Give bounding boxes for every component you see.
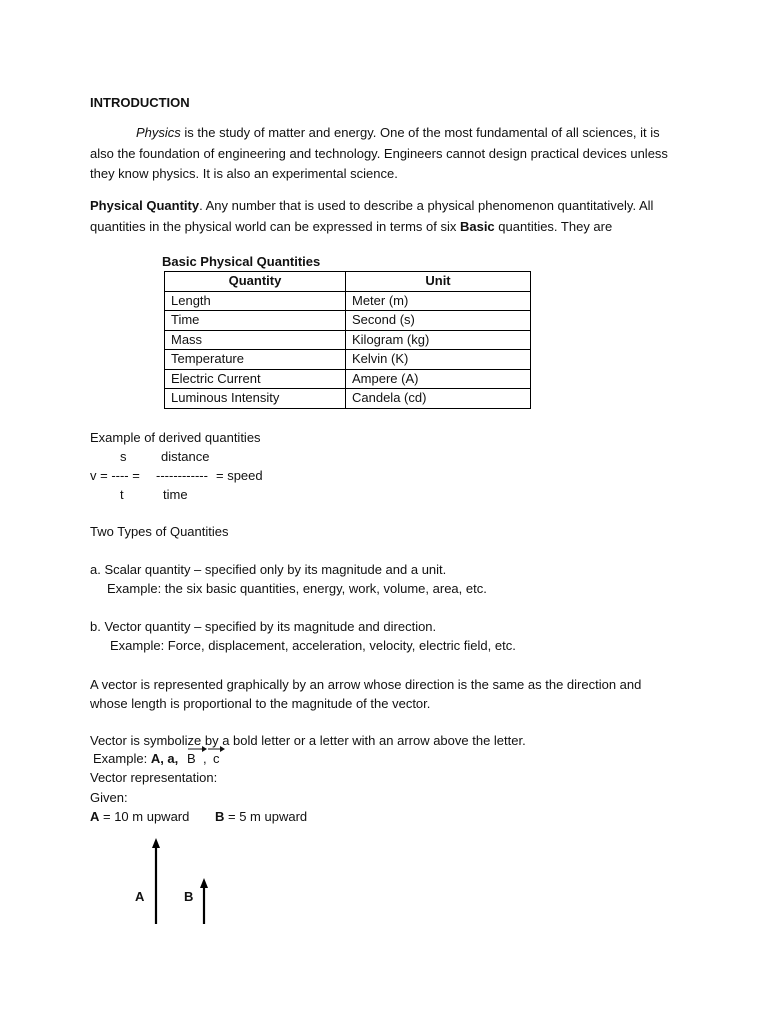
cell-quantity: Time [165, 311, 346, 331]
vector-example: Example: Force, displacement, acceleration, velocity, electric field, etc. [110, 638, 516, 653]
basic-word: Basic [459, 218, 495, 234]
given-B-symbol: B [215, 809, 225, 824]
cell-unit: Ampere (A) [346, 369, 531, 389]
vector-B-label: B [184, 889, 194, 904]
given-label: Given: [90, 790, 128, 805]
given-B [215, 809, 307, 824]
overhead-arrows-icon [186, 744, 228, 754]
cell-unit: Candela (cd) [346, 389, 531, 409]
vector-A-arrowhead [152, 838, 160, 848]
symbol-example [93, 751, 178, 766]
physical-quantity-term: Physical Quantity [90, 198, 200, 213]
cell-quantity: Electric Current [165, 369, 346, 389]
derived-speed: = speed [216, 468, 263, 483]
table-row [165, 330, 531, 350]
example-c-arrow-letter: c [213, 751, 220, 766]
vector-arrows-diagram [140, 836, 220, 928]
table-caption: Basic Physical Quantities [162, 254, 321, 269]
given-B-value: = 5 m upward [224, 809, 308, 824]
derived-s: s [120, 449, 127, 464]
vector-line: b. Vector quantity – specified by its magnitude and direction. [90, 619, 437, 634]
cell-quantity: Mass [165, 330, 346, 350]
physics-word: Physics [136, 125, 181, 140]
table-row [165, 369, 531, 389]
given-A [90, 809, 189, 824]
table-row [165, 389, 531, 409]
vector-B-arrowhead [200, 878, 208, 888]
cell-unit: Second (s) [346, 311, 531, 331]
example-bold-letters: A, a, [150, 751, 179, 766]
physical-quantity-text-b: quantities. They are [494, 218, 613, 234]
vector-graphic-paragraph: A vector is represented graphically by an arrow whose direction is the same as the direction and whose length is proportional to the magnitude of the vector. [90, 677, 642, 711]
derived-distance: distance [161, 449, 210, 464]
table-row [165, 350, 531, 370]
scalar-example: Example: the six basic quantities, energy, work, volume, area, etc. [107, 581, 487, 596]
cell-unit: Kelvin (K) [346, 350, 531, 370]
physical-quantity-text-a: . Any number that is used to describe a physical phenomenon quantitatively. All quantities in the physical world can be expressed in terms of six [90, 198, 654, 234]
cell-quantity: Luminous Intensity [165, 389, 346, 409]
vector-rep-label: Vector representation: [90, 770, 218, 785]
cell-quantity: Temperature [165, 350, 346, 370]
scalar-line: a. Scalar quantity – specified only by its magnitude and a unit. [90, 562, 447, 577]
intro-paragraph [90, 123, 680, 185]
derived-dashes: ------------ [156, 468, 208, 483]
example-B-arrow-letter: B [187, 751, 196, 766]
derived-v-equals: v = ---- = [90, 468, 140, 483]
table-header-row [165, 272, 531, 292]
basic-quantities-table [164, 271, 531, 409]
header-quantity: Quantity [165, 272, 346, 292]
cell-quantity: Length [165, 291, 346, 311]
derived-title: Example of derived quantities [90, 430, 261, 445]
example-comma: , [203, 751, 207, 766]
table-row [165, 311, 531, 331]
cell-unit: Kilogram (kg) [346, 330, 531, 350]
types-title: Two Types of Quantities [90, 524, 229, 539]
physical-quantity-paragraph [90, 196, 680, 237]
symbol-line: Vector is symbolize by a bold letter or a letter with an arrow above the letter. [90, 733, 526, 748]
given-A-value: = 10 m upward [99, 809, 190, 824]
table-row [165, 291, 531, 311]
cell-unit: Meter (m) [346, 291, 531, 311]
header-unit: Unit [346, 272, 531, 292]
intro-heading: INTRODUCTION [90, 95, 190, 110]
vector-A-label: A [135, 889, 145, 904]
example-label: Example: [93, 751, 151, 766]
intro-paragraph-text: is the study of matter and energy. One of the most fundamental of all sciences, it is also the foundation of engineering and technology. Engineers cannot design practical devices unless they know physics. It is also an experimental science. [90, 125, 668, 181]
derived-t: t [120, 487, 124, 502]
derived-time: time [163, 487, 188, 502]
given-A-symbol: A [90, 809, 100, 824]
